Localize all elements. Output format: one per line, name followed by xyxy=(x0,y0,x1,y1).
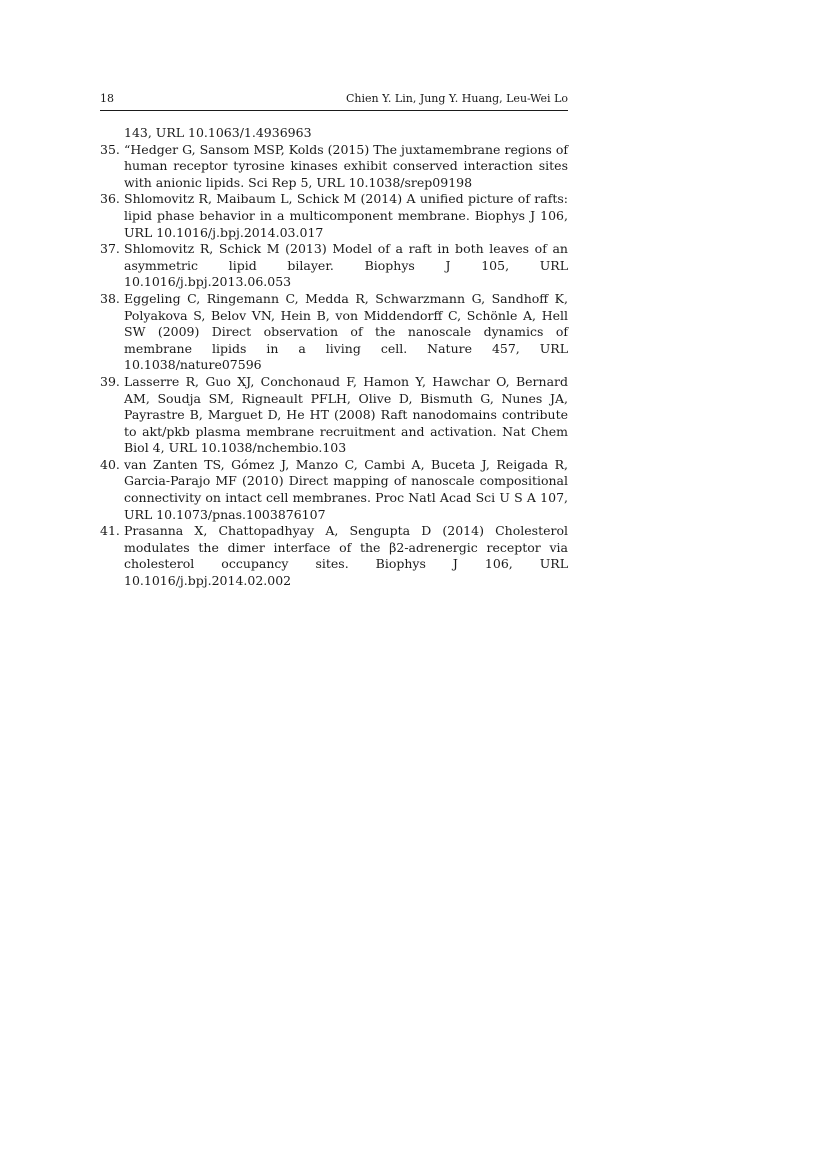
header-rule xyxy=(100,110,568,111)
reference-text: van Zanten TS, Gómez J, Manzo C, Cambi A, Buceta J, Reigada R, Garcia-Parajo MF (2010) Direct mapping of nanoscale compositional connectivity on intact cell membranes. Proc Natl Acad Sci U S A 107, URL 10.1073/pnas.1003876107 xyxy=(124,456,568,522)
reference-item xyxy=(100,457,568,523)
reference-item xyxy=(100,125,568,142)
reference-item xyxy=(100,241,568,291)
reference-number: 36. xyxy=(100,191,120,207)
page-number: 18 xyxy=(100,92,114,105)
reference-number: 38. xyxy=(100,290,120,306)
reference-item xyxy=(100,523,568,589)
reference-number: 37. xyxy=(100,241,120,257)
reference-text: 143, URL 10.1063/1.4936963 xyxy=(124,125,312,140)
running-head-authors: Chien Y. Lin, Jung Y. Huang, Leu-Wei Lo xyxy=(345,92,568,105)
running-head xyxy=(100,91,568,107)
reference-number: 35. xyxy=(100,141,120,157)
reference-list xyxy=(100,125,568,590)
reference-number: 39. xyxy=(100,373,120,389)
reference-number: 41. xyxy=(100,523,120,539)
reference-text: “Hedger G, Sansom MSP, Kolds (2015) The juxtamembrane regions of human receptor tyrosine kinases exhibit conserved interaction sites with anionic lipids. Sci Rep 5, URL 10.1038/srep09198 xyxy=(124,141,568,190)
reference-item xyxy=(100,191,568,241)
reference-text: Lasserre R, Guo XJ, Conchonaud F, Hamon Y, Hawchar O, Bernard AM, Soudja SM, Rigneault PFLH, Olive D, Bismuth G, Nunes JA, Payrastre B, Marguet D, He HT (2008) Raft nanodomains contribute to akt/pkb plasma membrane recruitment and activation. Nat Chem Biol 4, URL 10.1038/nchembio.103 xyxy=(124,373,568,456)
reference-text: Eggeling C, Ringemann C, Medda R, Schwarzmann G, Sandhoff K, Polyakova S, Belov VN, Hein B, von Middendorff C, Schönle A, Hell SW (2009) Direct observation of the nanoscale dynamics of membrane lipids in a living cell. Nature 457, URL 10.1038/nature07596 xyxy=(124,290,568,373)
reference-number: 40. xyxy=(100,456,120,472)
reference-text: Shlomovitz R, Maibaum L, Schick M (2014) A unified picture of rafts: lipid phase behavior in a multicomponent membrane. Biophys J 106, URL 10.1016/j.bpj.2014.03.017 xyxy=(124,191,568,240)
reference-item xyxy=(100,142,568,192)
reference-item xyxy=(100,374,568,457)
reference-item xyxy=(100,291,568,374)
reference-text: Prasanna X, Chattopadhyay A, Sengupta D (2014) Cholesterol modulates the dimer interface of the β2-adrenergic receptor via cholesterol occupancy sites. Biophys J 106, URL 10.1016/j.bpj.2014.02.002 xyxy=(124,523,568,589)
reference-text: Shlomovitz R, Schick M (2013) Model of a raft in both leaves of an asymmetric lipid bilayer. Biophys J 105, URL 10.1016/j.bpj.2013.06.053 xyxy=(124,241,568,290)
